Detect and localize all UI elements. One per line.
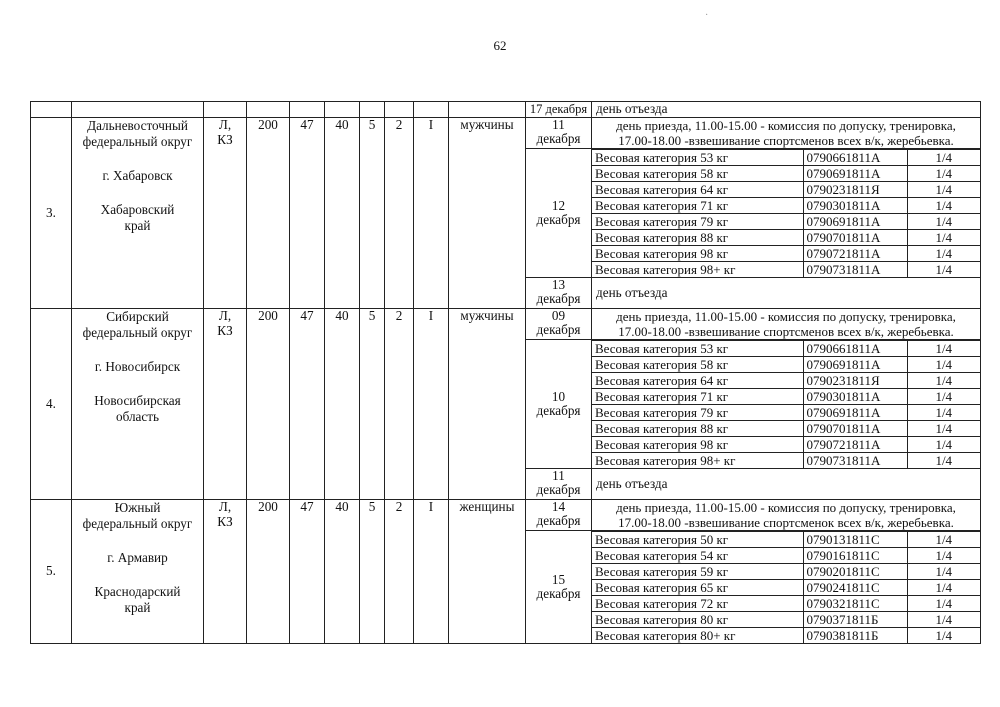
weight-category-row	[592, 150, 980, 166]
competition-date	[526, 149, 592, 278]
region-city: г. Армавир	[107, 550, 168, 565]
rank-cell	[204, 309, 247, 500]
category-fraction: 1/4	[907, 532, 980, 548]
rank-cell	[204, 118, 247, 309]
category-name: Весовая категория 79 кг	[592, 405, 803, 421]
category-fraction: 1/4	[907, 357, 980, 373]
region-city: г. Новосибирск	[94, 359, 181, 374]
category-name: Весовая категория 88 кг	[592, 230, 803, 246]
departure-day: 11	[552, 468, 565, 483]
region-line-2: федеральный округ	[82, 134, 193, 149]
category-code: 0790231811Я	[803, 373, 907, 389]
weight-categories-cell	[592, 531, 981, 644]
weight-category-row	[592, 564, 980, 580]
weight-category-row	[592, 230, 980, 246]
weight-category-row	[592, 246, 980, 262]
category-code: 0790381811Б	[803, 628, 907, 644]
weight-category-row	[592, 548, 980, 564]
category-fraction: 1/4	[907, 580, 980, 596]
category-code: 0790301811А	[803, 198, 907, 214]
date-cell: 17 декабря	[526, 102, 592, 118]
weight-category-row	[592, 182, 980, 198]
arrival-day: 11	[552, 117, 565, 132]
category-name: Весовая категория 58 кг	[592, 166, 803, 182]
category-code: 0790661811А	[803, 341, 907, 357]
region-subject-1: Новосибирская	[94, 393, 181, 408]
category-fraction: 1/4	[907, 612, 980, 628]
gender-cell: мужчины	[449, 309, 526, 500]
category-fraction: 1/4	[907, 214, 980, 230]
region-line-1: Южный	[114, 500, 161, 515]
count-2: 47	[290, 500, 325, 644]
arrival-text-1: день приезда, 11.00-15.00 - комиссия по допуску, тренировка,	[616, 309, 956, 324]
category-fraction: 1/4	[907, 341, 980, 357]
arrival-date	[526, 500, 592, 531]
weight-categories-table	[592, 531, 980, 643]
table-row	[31, 118, 981, 149]
weight-category-row	[592, 357, 980, 373]
arrival-text-2: 17.00-18.00 -взвешивание спортсменов всех в/к, жеребьевка.	[618, 133, 954, 148]
category-code: 0790721811А	[803, 437, 907, 453]
gender-cell: мужчины	[449, 118, 526, 309]
category-name: Весовая категория 58 кг	[592, 357, 803, 373]
arrival-description	[592, 500, 981, 531]
region-subject-1: Краснодарский	[94, 584, 181, 599]
count-1: 200	[247, 309, 290, 500]
category-name: Весовая категория 98+ кг	[592, 262, 803, 278]
departure-date	[526, 469, 592, 500]
category-name: Весовая категория 80+ кг	[592, 628, 803, 644]
weight-category-row	[592, 580, 980, 596]
row-number: 4.	[31, 309, 72, 500]
table-row	[31, 102, 981, 118]
region-subject-2: край	[124, 218, 151, 233]
arrival-date	[526, 118, 592, 149]
category-fraction: 1/4	[907, 453, 980, 469]
arrival-text-2: 17.00-18.00 -взвешивание спортсменок всех в/к, жеребьевка.	[618, 515, 954, 530]
region-cell	[72, 309, 204, 500]
rank-line-1: Л,	[218, 117, 232, 132]
weight-category-row	[592, 262, 980, 278]
category-code: 0790701811А	[803, 421, 907, 437]
category-code: 0790161811С	[803, 548, 907, 564]
category-fraction: 1/4	[907, 421, 980, 437]
weight-category-row	[592, 214, 980, 230]
weight-categories-cell	[592, 340, 981, 469]
arrival-text-2: 17.00-18.00 -взвешивание спортсменов всех в/к, жеребьевка.	[618, 324, 954, 339]
arrival-description	[592, 118, 981, 149]
category-code: 0790201811С	[803, 564, 907, 580]
count-3: 40	[325, 500, 360, 644]
row-number: 3.	[31, 118, 72, 309]
category-code: 0790241811С	[803, 580, 907, 596]
arrival-day: 09	[551, 308, 566, 323]
weight-category-row	[592, 612, 980, 628]
weight-category-row	[592, 596, 980, 612]
rank-cell	[204, 500, 247, 644]
region-subject-2: область	[115, 409, 160, 424]
table-row	[31, 309, 981, 340]
category-fraction: 1/4	[907, 198, 980, 214]
weight-categories-cell	[592, 149, 981, 278]
weight-category-row	[592, 453, 980, 469]
count-1: 200	[247, 118, 290, 309]
competition-month: декабря	[536, 403, 581, 418]
category-name: Весовая категория 98 кг	[592, 437, 803, 453]
category-name: Весовая категория 65 кг	[592, 580, 803, 596]
page-number: 62	[493, 38, 507, 53]
category-fraction: 1/4	[907, 182, 980, 198]
region-line-2: федеральный округ	[82, 516, 193, 531]
competition-date	[526, 531, 592, 644]
arrival-date	[526, 309, 592, 340]
arrival-day: 14	[551, 499, 566, 514]
category-name: Весовая категория 98 кг	[592, 246, 803, 262]
count-4: 5	[360, 118, 385, 309]
arrival-description	[592, 309, 981, 340]
category-fraction: 1/4	[907, 548, 980, 564]
category-fraction: 1/4	[907, 564, 980, 580]
arrival-text-1: день приезда, 11.00-15.00 - комиссия по допуску, тренировка,	[616, 500, 956, 515]
category-fraction: 1/4	[907, 628, 980, 644]
competition-month: декабря	[536, 586, 581, 601]
category-fraction: 1/4	[907, 246, 980, 262]
gender-cell: женщины	[449, 500, 526, 644]
count-2: 47	[290, 309, 325, 500]
count-5: 2	[385, 309, 414, 500]
count-3: 40	[325, 309, 360, 500]
category-name: Весовая категория 53 кг	[592, 341, 803, 357]
category-code: 0790131811С	[803, 532, 907, 548]
count-5: 2	[385, 500, 414, 644]
competition-month: декабря	[536, 212, 581, 227]
category-name: Весовая категория 59 кг	[592, 564, 803, 580]
category-fraction: 1/4	[907, 150, 980, 166]
category-name: Весовая категория 53 кг	[592, 150, 803, 166]
level-cell: I	[414, 500, 449, 644]
category-name: Весовая категория 88 кг	[592, 421, 803, 437]
count-1: 200	[247, 500, 290, 644]
weight-category-row	[592, 198, 980, 214]
region-subject-2: край	[124, 600, 151, 615]
departure-month: декабря	[536, 482, 581, 497]
weight-category-row	[592, 532, 980, 548]
competition-date	[526, 340, 592, 469]
weight-categories-table	[592, 149, 980, 277]
schedule-table	[30, 101, 981, 644]
category-fraction: 1/4	[907, 262, 980, 278]
category-name: Весовая категория 54 кг	[592, 548, 803, 564]
category-name: Весовая категория 64 кг	[592, 373, 803, 389]
category-fraction: 1/4	[907, 373, 980, 389]
departure-day: 13	[551, 277, 566, 292]
count-3: 40	[325, 118, 360, 309]
category-code: 0790701811А	[803, 230, 907, 246]
weight-category-row	[592, 341, 980, 357]
category-code: 0790321811С	[803, 596, 907, 612]
region-subject-1: Хабаровский	[100, 202, 175, 217]
arrival-month: декабря	[536, 131, 581, 146]
category-code: 0790231811Я	[803, 182, 907, 198]
weight-category-row	[592, 389, 980, 405]
category-fraction: 1/4	[907, 437, 980, 453]
count-5: 2	[385, 118, 414, 309]
weight-categories-table	[592, 340, 980, 468]
category-name: Весовая категория 64 кг	[592, 182, 803, 198]
category-code: 0790731811А	[803, 262, 907, 278]
competition-day: 12	[551, 198, 566, 213]
departure-text: день отъезда	[592, 102, 981, 118]
level-cell: I	[414, 309, 449, 500]
weight-category-row	[592, 373, 980, 389]
count-2: 47	[290, 118, 325, 309]
arrival-month: декабря	[536, 513, 581, 528]
category-code: 0790731811А	[803, 453, 907, 469]
departure-date	[526, 278, 592, 309]
category-name: Весовая категория 71 кг	[592, 198, 803, 214]
arrival-text-1: день приезда, 11.00-15.00 - комиссия по допуску, тренировка,	[616, 118, 956, 133]
arrival-month: декабря	[536, 322, 581, 337]
category-name: Весовая категория 79 кг	[592, 214, 803, 230]
category-fraction: 1/4	[907, 166, 980, 182]
region-line-1: Сибирский	[106, 309, 169, 324]
level-cell: I	[414, 118, 449, 309]
category-name: Весовая категория 71 кг	[592, 389, 803, 405]
region-city: г. Хабаровск	[102, 168, 173, 183]
category-name: Весовая категория 50 кг	[592, 532, 803, 548]
category-name: Весовая категория 72 кг	[592, 596, 803, 612]
category-fraction: 1/4	[907, 405, 980, 421]
region-cell	[72, 500, 204, 644]
category-code: 0790691811А	[803, 405, 907, 421]
departure-text: день отъезда	[592, 469, 981, 500]
row-number: 5.	[31, 500, 72, 644]
category-fraction: 1/4	[907, 389, 980, 405]
competition-day: 10	[551, 389, 566, 404]
category-fraction: 1/4	[907, 596, 980, 612]
category-code: 0790691811А	[803, 166, 907, 182]
table-row	[31, 500, 981, 531]
region-cell	[72, 118, 204, 309]
category-code: 0790691811А	[803, 214, 907, 230]
weight-category-row	[592, 421, 980, 437]
category-name: Весовая категория 80 кг	[592, 612, 803, 628]
category-code: 0790661811А	[803, 150, 907, 166]
count-4: 5	[360, 500, 385, 644]
category-fraction: 1/4	[907, 230, 980, 246]
scan-speck: ·	[705, 10, 709, 21]
category-code: 0790721811А	[803, 246, 907, 262]
category-name: Весовая категория 98+ кг	[592, 453, 803, 469]
rank-line-1: Л,	[218, 308, 232, 323]
departure-month: декабря	[536, 291, 581, 306]
weight-category-row	[592, 166, 980, 182]
rank-line-2: КЗ	[217, 322, 233, 338]
rank-line-2: КЗ	[217, 131, 233, 147]
weight-category-row	[592, 628, 980, 644]
category-code: 0790691811А	[803, 357, 907, 373]
weight-category-row	[592, 437, 980, 453]
count-4: 5	[360, 309, 385, 500]
category-code: 0790301811А	[803, 389, 907, 405]
weight-category-row	[592, 405, 980, 421]
rank-line-1: Л,	[218, 499, 232, 514]
departure-text: день отъезда	[592, 278, 981, 309]
region-line-2: федеральный округ	[82, 325, 193, 340]
rank-line-2: КЗ	[217, 513, 233, 529]
competition-day: 15	[551, 572, 566, 587]
region-line-1: Дальневосточный	[87, 118, 188, 133]
category-code: 0790371811Б	[803, 612, 907, 628]
